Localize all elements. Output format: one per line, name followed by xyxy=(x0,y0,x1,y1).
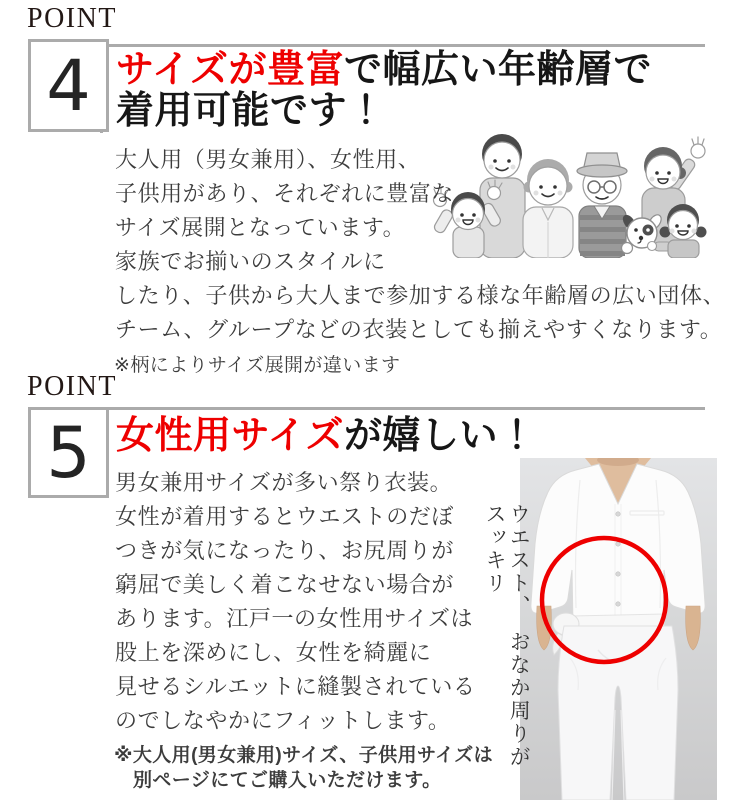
point5-title xyxy=(116,416,705,457)
point4-number-box xyxy=(28,39,109,132)
point5-number: 5 xyxy=(46,411,91,494)
point5-title-red: 女性用サイズ xyxy=(116,415,344,457)
body-line: つきが気になったり、お尻周りが xyxy=(115,538,455,563)
point4-title-black: で幅広い年齢層で xyxy=(343,49,652,91)
note-line: ※大人用(男女兼用)サイズ、子供用サイズは xyxy=(114,745,494,766)
point5-title-black: が嬉しい！ xyxy=(343,415,537,457)
point4-label: POINT xyxy=(27,3,117,34)
womens-size-model-photo xyxy=(520,458,717,800)
point4-title-red: サイズが豊富 xyxy=(116,49,344,91)
body-line: 家族でお揃いのスタイルに xyxy=(115,249,386,274)
body-line: 女性が着用するとウエストのだぼ xyxy=(115,504,455,529)
point4-body xyxy=(115,143,725,347)
point4-note: ※柄によりサイズ展開が違います xyxy=(114,355,401,376)
body-line: チーム、グループなどの衣装としても揃えやすくなります。 xyxy=(115,317,723,342)
body-line: サイズ展開となっています。 xyxy=(115,215,406,240)
body-line: 男女兼用サイズが多い祭り衣装。 xyxy=(115,470,453,495)
point4-title xyxy=(116,50,705,132)
point4-number: 4 xyxy=(46,44,91,127)
body-line: 見せるシルエットに縫製されている xyxy=(115,674,476,699)
body-line: 大人用（男女兼用）、女性用、 xyxy=(115,147,421,172)
photo-vertical-caption: ウエスト、 おなか周りがスッキリ xyxy=(483,503,531,769)
note-line: 別ページにてご購入いただけます。 xyxy=(133,770,442,791)
body-line: 子供用があり、それぞれに豊富な xyxy=(115,181,455,206)
point4-title-box xyxy=(100,44,705,133)
point5-body xyxy=(115,466,476,738)
point5-label: POINT xyxy=(27,371,117,402)
point4-title-line2: 着用可能です！ xyxy=(116,90,386,132)
body-line: 股上を深めにし、女性を綺麗に xyxy=(115,640,432,665)
point5-number-box xyxy=(28,407,109,498)
body-line: のでしなやかにフィットします。 xyxy=(115,708,451,733)
body-line: 窮屈で美しく着こなせない場合が xyxy=(115,572,455,597)
body-line: したり、子供から大人まで参加する様な年齢層の広い団体、 xyxy=(115,283,726,308)
body-line: あります。江戸一の女性用サイズは xyxy=(115,606,474,631)
point5-note xyxy=(114,743,493,793)
